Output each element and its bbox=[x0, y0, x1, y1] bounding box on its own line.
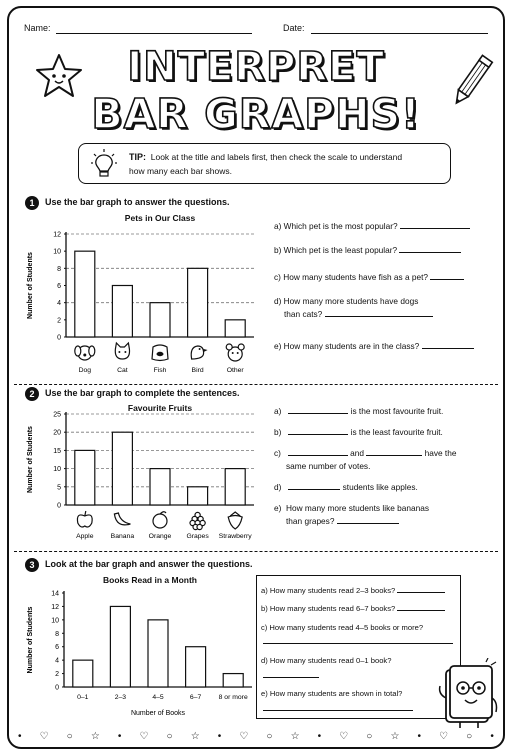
dot-doodle-icon: • bbox=[217, 730, 222, 742]
x-tick-label: Fish bbox=[153, 367, 167, 374]
answer-blank-1b[interactable] bbox=[399, 244, 461, 253]
section-3-number: 3 bbox=[25, 558, 39, 572]
bar-fish bbox=[150, 303, 170, 337]
y-tick-label: 20 bbox=[53, 429, 61, 437]
x-tick-label: 0–1 bbox=[77, 694, 89, 701]
x-tick-label: 2–3 bbox=[114, 694, 127, 701]
circle-doodle-icon: ○ bbox=[466, 730, 473, 742]
s2c: c) and have the bbox=[274, 448, 457, 458]
divider-2 bbox=[14, 551, 498, 552]
bar-strawberry bbox=[225, 469, 245, 505]
y-tick-label: 15 bbox=[53, 447, 61, 455]
star-doodle-icon: ☆ bbox=[290, 730, 300, 742]
title-line-1: INTERPRET bbox=[127, 44, 385, 90]
answer-blank-2e[interactable] bbox=[337, 515, 399, 524]
chart-3-title: Books Read in a Month bbox=[103, 575, 197, 585]
answer-blank-1c[interactable] bbox=[430, 271, 464, 280]
x-tick-label: Orange bbox=[148, 533, 172, 540]
x-tick-label: Other bbox=[226, 367, 244, 374]
date-field[interactable] bbox=[311, 33, 488, 34]
x-tick-label: Banana bbox=[110, 533, 135, 540]
x-tick-label: 6–7 bbox=[189, 694, 202, 701]
tip-line-1: Look at the title and labels first, then check the scale to understand bbox=[150, 152, 403, 162]
x-tick-label: Bird bbox=[191, 367, 204, 374]
q1c: c) How many students have fish as a pet? bbox=[274, 271, 464, 284]
q3a: a) How many students read 2–3 books? bbox=[261, 584, 445, 597]
circle-doodle-icon: ○ bbox=[366, 730, 373, 742]
answer-blank-3b[interactable] bbox=[397, 602, 445, 611]
chart-2-title: Favourite Fruits bbox=[127, 403, 193, 413]
book-character-icon bbox=[436, 658, 500, 730]
q1b: b) Which pet is the least popular? bbox=[274, 244, 461, 257]
footer-decoration bbox=[18, 729, 494, 743]
y-tick-label: 2 bbox=[55, 671, 59, 679]
dot-doodle-icon: • bbox=[18, 730, 22, 742]
y-tick-label: 6 bbox=[55, 644, 59, 652]
y-axis-label: Number of Students bbox=[27, 252, 34, 319]
answer-blank-1d[interactable] bbox=[325, 308, 433, 317]
bar-4-5 bbox=[148, 620, 168, 687]
bar-dog bbox=[75, 251, 95, 337]
answer-blank-2c-2[interactable] bbox=[366, 447, 422, 456]
s2e-line2: than grapes? bbox=[286, 515, 399, 528]
pencil-icon bbox=[446, 54, 496, 114]
bar-8-or-more bbox=[223, 674, 243, 687]
y-tick-label: 10 bbox=[53, 466, 61, 474]
lightbulb-icon bbox=[91, 149, 117, 179]
bird-icon bbox=[191, 346, 207, 359]
y-axis-label: Number of Students bbox=[27, 606, 34, 674]
star-doodle-icon: ☆ bbox=[390, 730, 400, 742]
y-axis-label: Number of Students bbox=[27, 426, 34, 493]
y-tick-label: 6 bbox=[57, 283, 61, 290]
answer-blank-2c-1[interactable] bbox=[288, 447, 348, 456]
answer-blank-2d[interactable] bbox=[288, 481, 340, 490]
tip-content bbox=[129, 151, 444, 178]
y-tick-label: 8 bbox=[57, 265, 61, 273]
name-label: Name: bbox=[24, 23, 51, 33]
heart-doodle-icon: ♡ bbox=[139, 730, 149, 742]
title-line-2: BAR GRAPHS! bbox=[91, 90, 421, 138]
heart-doodle-icon: ♡ bbox=[339, 730, 349, 742]
q3d: d) How many students read 0–1 book? bbox=[261, 656, 392, 665]
circle-doodle-icon: ○ bbox=[66, 730, 73, 742]
chart-fruits bbox=[24, 408, 260, 544]
x-tick-label: Dog bbox=[78, 367, 92, 374]
strawberry-icon bbox=[228, 512, 242, 529]
q1e: e) How many students are in the class? bbox=[274, 340, 474, 353]
bar-grapes bbox=[188, 487, 208, 505]
x-axis-label: Number of Books bbox=[130, 710, 186, 717]
x-tick-label: 8 or more bbox=[218, 694, 248, 701]
s2e: e) How many more students like bananas bbox=[274, 503, 429, 513]
answer-blank-3c[interactable] bbox=[263, 643, 453, 644]
bar-2-3 bbox=[110, 606, 130, 687]
bar-0-1 bbox=[73, 660, 93, 687]
bar-apple bbox=[75, 450, 95, 505]
y-tick-label: 12 bbox=[51, 603, 59, 611]
bar-orange bbox=[150, 469, 170, 505]
y-tick-label: 0 bbox=[57, 334, 61, 342]
answer-blank-3d[interactable] bbox=[263, 677, 319, 678]
q1d: d) How many more students have dogs bbox=[274, 296, 419, 306]
y-tick-label: 25 bbox=[53, 411, 61, 419]
chart-pets bbox=[24, 222, 260, 380]
y-tick-label: 8 bbox=[55, 630, 59, 638]
tip-line-2: how many each bar shows. bbox=[129, 165, 232, 176]
fish-icon bbox=[152, 345, 168, 361]
chart-1-title: Pets in Our Class bbox=[124, 213, 196, 223]
s2b: b) is the least favourite fruit. bbox=[274, 427, 443, 437]
answer-blank-3e[interactable] bbox=[263, 710, 413, 711]
other-pet-icon bbox=[226, 344, 244, 361]
answer-blank-2a[interactable] bbox=[288, 405, 348, 414]
orange-icon bbox=[153, 512, 167, 528]
s2a: a) is the most favourite fruit. bbox=[274, 406, 444, 416]
y-tick-label: 12 bbox=[53, 231, 61, 239]
section-1-instruction: Use the bar graph to answer the questions. bbox=[45, 197, 230, 207]
heart-doodle-icon: ♡ bbox=[439, 730, 449, 742]
circle-doodle-icon: ○ bbox=[266, 730, 273, 742]
x-tick-label: Grapes bbox=[186, 533, 209, 540]
x-tick-label: 4–5 bbox=[152, 694, 164, 701]
date-label: Date: bbox=[283, 23, 305, 33]
grapes-icon bbox=[190, 512, 205, 529]
star-face-icon bbox=[33, 52, 85, 100]
answer-blank-1e[interactable] bbox=[422, 340, 474, 349]
q3e: e) How many students are shown in total? bbox=[261, 689, 403, 698]
heart-doodle-icon: ♡ bbox=[39, 730, 49, 742]
dot-doodle-icon: • bbox=[117, 730, 122, 742]
x-tick-label: Strawberry bbox=[218, 533, 252, 540]
dot-doodle-icon: • bbox=[317, 730, 322, 742]
apple-icon bbox=[77, 511, 92, 527]
dot-doodle-icon: • bbox=[417, 730, 422, 742]
s2d: d) students like apples. bbox=[274, 482, 418, 492]
tip-box bbox=[78, 143, 451, 184]
q3b: b) How many students read 6–7 books? bbox=[261, 602, 445, 615]
q3c: c) How many students read 4–5 books or more? bbox=[261, 623, 424, 632]
dog-icon bbox=[75, 346, 95, 360]
divider-1 bbox=[14, 384, 498, 385]
cat-icon bbox=[115, 343, 129, 359]
star-doodle-icon: ☆ bbox=[90, 730, 100, 742]
y-tick-label: 0 bbox=[57, 502, 61, 510]
section-2-instruction: Use the bar graph to complete the sentences. bbox=[45, 388, 240, 398]
bar-cat bbox=[112, 286, 132, 338]
circle-doodle-icon: ○ bbox=[166, 730, 173, 742]
y-tick-label: 10 bbox=[53, 248, 61, 256]
y-tick-label: 0 bbox=[55, 684, 59, 692]
q1a: a) Which pet is the most popular? bbox=[274, 220, 470, 233]
x-tick-label: Cat bbox=[117, 367, 128, 374]
answer-blank-3a[interactable] bbox=[397, 584, 445, 593]
y-tick-label: 4 bbox=[55, 657, 59, 665]
bar-6-7 bbox=[186, 647, 206, 687]
y-tick-label: 2 bbox=[57, 317, 61, 325]
bar-bird bbox=[188, 268, 208, 337]
s2c-line2: same number of votes. bbox=[286, 461, 371, 471]
bar-banana bbox=[112, 432, 132, 505]
tip-label: TIP: bbox=[129, 152, 146, 162]
chart-books bbox=[24, 583, 256, 721]
section-3-instruction: Look at the bar graph and answer the questions. bbox=[45, 559, 253, 569]
dot-doodle-icon: • bbox=[490, 730, 494, 742]
bar-other bbox=[225, 320, 245, 337]
section-2-number: 2 bbox=[25, 387, 39, 401]
q1d-line2: than cats? bbox=[284, 308, 433, 321]
section-1-number: 1 bbox=[25, 196, 39, 210]
answer-blank-2b[interactable] bbox=[288, 426, 348, 435]
y-tick-label: 10 bbox=[51, 617, 59, 625]
y-tick-label: 14 bbox=[51, 590, 59, 598]
answer-blank-1a[interactable] bbox=[400, 220, 470, 229]
y-tick-label: 4 bbox=[57, 300, 61, 308]
x-tick-label: Apple bbox=[76, 533, 94, 540]
heart-doodle-icon: ♡ bbox=[239, 730, 249, 742]
banana-icon bbox=[114, 513, 130, 525]
y-tick-label: 5 bbox=[57, 484, 61, 492]
star-doodle-icon: ☆ bbox=[190, 730, 200, 742]
name-field[interactable] bbox=[56, 33, 252, 34]
